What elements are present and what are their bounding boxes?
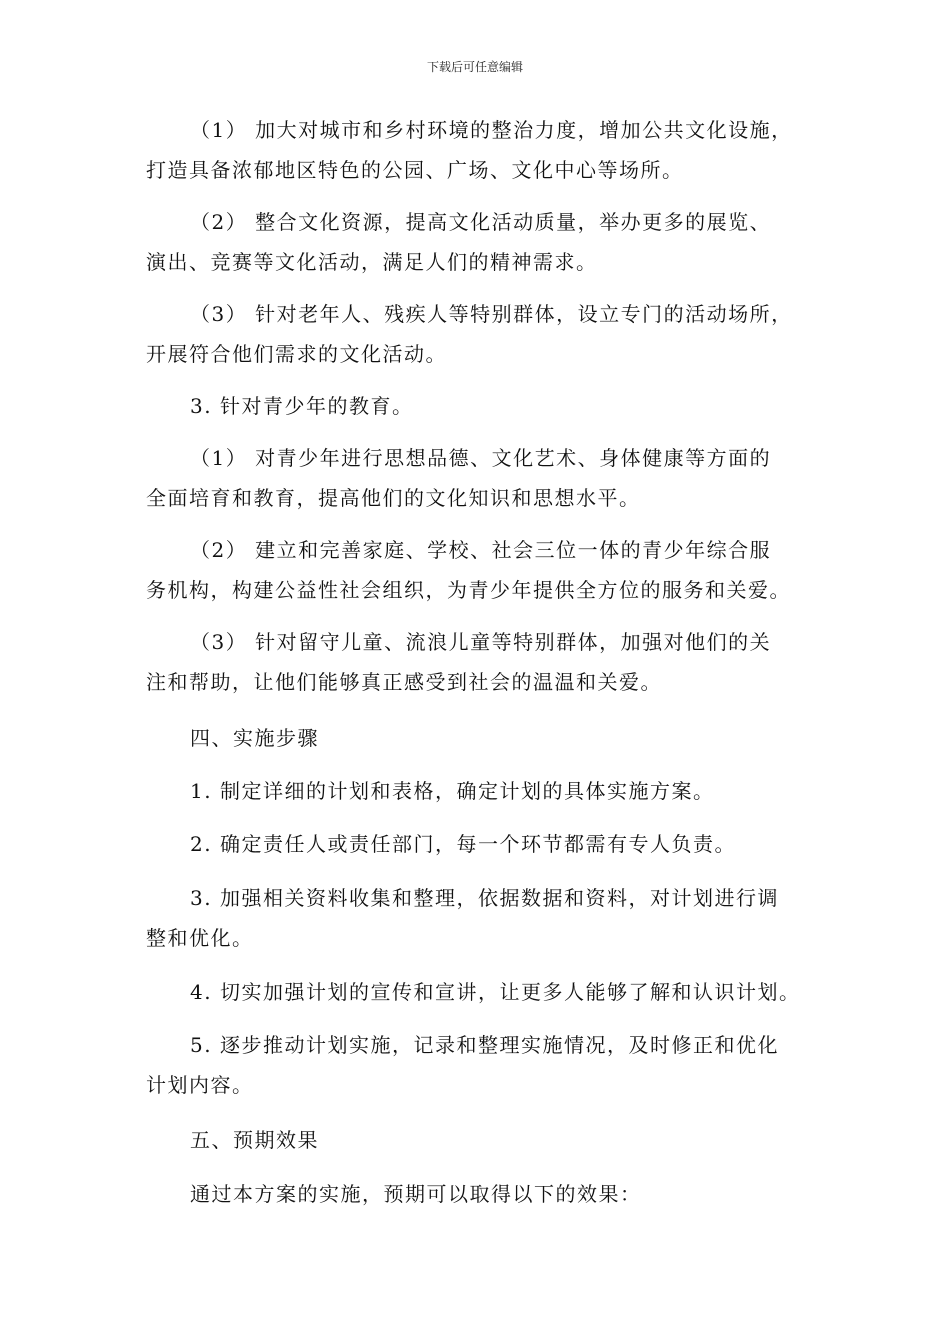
step-3 (146, 878, 810, 958)
paragraph-line: 打造具备浓郁地区特色的公园、广场、文化中心等场所。 (146, 158, 684, 182)
paragraph-6 (146, 530, 810, 610)
paragraph-line: 演出、竞赛等文化活动，满足人们的精神需求。 (146, 250, 598, 274)
section-heading-implementation (146, 718, 810, 758)
step-5 (146, 1025, 810, 1105)
paragraph-line: 四、实施步骤 (190, 726, 319, 750)
paragraph-line: （1） 对青少年进行思想品德、文化艺术、身体健康等方面的 (190, 446, 772, 470)
step-2 (146, 824, 810, 864)
section-heading-expected-results (146, 1120, 810, 1160)
paragraph-line: 五、预期效果 (190, 1128, 319, 1152)
paragraph-line: 计划内容。 (146, 1073, 254, 1097)
paragraph-line: （1） 加大对城市和乡村环境的整治力度，增加公共文化设施， (190, 118, 793, 142)
paragraph-line: 全面培育和教育，提高他们的文化知识和思想水平。 (146, 486, 641, 510)
step-1 (146, 771, 810, 811)
paragraph-line: 2. 确定责任人或责任部门，每一个环节都需有专人负责。 (190, 832, 736, 856)
paragraph-line: 4. 切实加强计划的宣传和宣讲，让更多人能够了解和认识计划。 (190, 980, 801, 1004)
section-heading-youth-education (146, 386, 810, 426)
header-note: 下载后可任意编辑 (426, 60, 523, 74)
step-4 (146, 972, 810, 1012)
paragraph-line: （3） 针对老年人、残疾人等特别群体，设立专门的活动场所， (190, 302, 793, 326)
paragraph-line: 5. 逐步推动计划实施，记录和整理实施情况，及时修正和优化 (190, 1033, 779, 1057)
paragraph-line: （2） 建立和完善家庭、学校、社会三位一体的青少年综合服 (190, 538, 772, 562)
paragraph-5 (146, 438, 810, 518)
paragraph-line: 注和帮助，让他们能够真正感受到社会的温温和关爱。 (146, 670, 662, 694)
paragraph-line: 整和优化。 (146, 926, 254, 950)
paragraph-3 (146, 294, 810, 374)
paragraph-1 (146, 110, 810, 190)
paragraph-line: 1. 制定详细的计划和表格，确定计划的具体实施方案。 (190, 779, 715, 803)
paragraph-2 (146, 202, 810, 282)
paragraph-line: 务机构，构建公益性社会组织，为青少年提供全方位的服务和关爱。 (146, 578, 791, 602)
paragraph-line: 3. 针对青少年的教育。 (190, 394, 414, 418)
paragraph-line: 通过本方案的实施，预期可以取得以下的效果： (190, 1182, 642, 1206)
paragraph-7 (146, 622, 810, 702)
paragraph-line: （2） 整合文化资源，提高文化活动质量，举办更多的展览、 (190, 210, 772, 234)
paragraph-line: 3. 加强相关资料收集和整理，依据数据和资料，对计划进行调 (190, 886, 779, 910)
paragraph-expected-intro (146, 1174, 810, 1214)
paragraph-line: 开展符合他们需求的文化活动。 (146, 342, 447, 366)
paragraph-line: （3） 针对留守儿童、流浪儿童等特别群体，加强对他们的关 (190, 630, 772, 654)
